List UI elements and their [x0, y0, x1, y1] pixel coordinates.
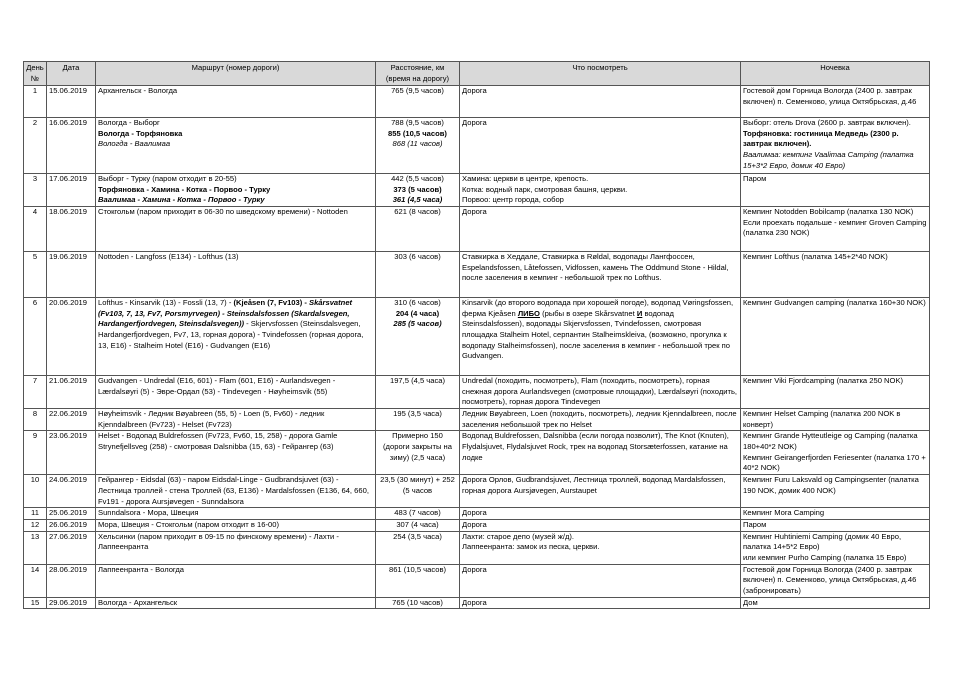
lodging-text: Кемпинг Helset Camping (палатка 200 NOK в конверт) [743, 409, 901, 429]
cell-date: 19.06.2019 [47, 252, 96, 298]
lodging-text: Выборг: отель Drova (2600 р. завтрак включен). [743, 118, 911, 128]
cell-route [96, 86, 376, 118]
lodging-text: Гостевой дом Горница Вологда (2400 р. завтрак включен) п. Семенково, улица Октябрьская, д.46 [743, 86, 917, 106]
cell-sights [460, 376, 741, 409]
cell-route [96, 519, 376, 531]
cell-sights [460, 298, 741, 376]
cell-distance [376, 475, 460, 508]
distance-text: 195 (3,5 часа) [393, 409, 442, 419]
sights-text: Дорога [462, 86, 487, 96]
distance-text: 483 (7 часов) [394, 508, 441, 518]
sights-text: Дорога [462, 207, 487, 217]
cell-distance [376, 118, 460, 174]
route-text: - Skjervsfossen (Steinsdalsvegen, Hardangerfjordvegen, Fv7, 13, горная дорога) - Tvindefossen (горная дорога, 13, E16) - Stalheim Hotel (E16) - Gudvangen (E16) [98, 319, 364, 350]
table-row [24, 475, 930, 508]
sights-text: водопад Steinsdalsfossen), водопады Skjervsfossen, Tvindefossen, смотровая площадка Stalheim Hotel, серпантин Stalheimskleiva, (возможно, прогулка к водопаду Stalheimsfossen), после заселения в кемпинг - небольшой трек по Gudvangen. [462, 308, 731, 361]
sights-text: Дорога [462, 508, 487, 518]
lodging-text: Кемпинг Lofthus (палатка 145+2*40 NOK) [743, 252, 888, 262]
cell-distance [376, 409, 460, 431]
cell-sights [460, 564, 741, 597]
cell-distance [376, 519, 460, 531]
header-distance: Расстояние, км (время на дорогу) [376, 62, 460, 86]
cell-route [96, 531, 376, 564]
cell-date: 18.06.2019 [47, 207, 96, 252]
distance-text: 621 (8 часов) [394, 207, 441, 217]
cell-date: 23.06.2019 [47, 431, 96, 475]
cell-lodging [741, 252, 930, 298]
cell-lodging [741, 409, 930, 431]
cell-sights [460, 531, 741, 564]
table-row [24, 564, 930, 597]
cell-sights [460, 597, 741, 609]
header-day: День № [24, 62, 47, 86]
route-text: Вологда - Ваалимаа [98, 139, 171, 149]
cell-lodging [741, 86, 930, 118]
cell-lodging [741, 531, 930, 564]
cell-lodging [741, 475, 930, 508]
lodging-text: Если проехать подальше - кемпинг Groven Camping (палатка 230 NOK) [743, 217, 927, 238]
cell-day: 14 [24, 564, 47, 597]
lodging-text: Кемпинг Geirangerfjorden Feriesenter (палатка 170 + 40*2 NOK) [743, 452, 926, 473]
lodging-text: Кемпинг Huhtiniemi Camping (домик 40 Евро, палатка 14+5*2 Евро) [743, 531, 902, 552]
lodging-text: Торфяновка: гостиница Медведь (2300 р. завтрак включен). [743, 128, 899, 149]
cell-route [96, 508, 376, 520]
cell-date: 29.06.2019 [47, 597, 96, 609]
cell-sights [460, 252, 741, 298]
cell-distance [376, 508, 460, 520]
header-row [24, 62, 930, 86]
sights-text: Водопад Buldrefossen, Dalsnibba (если погода позволит), The Knot (Knuten), Flydalsjuvet, Flydalsjuvet Rock, трек на водопад Storsæterfossen, катание на лодке [462, 431, 729, 462]
route-text: Хельсинки (паром приходит в 09-15 по финскому времени) - Лахти - Лаппеенранта [98, 531, 339, 552]
cell-day: 9 [24, 431, 47, 475]
route-text: Gudvangen - Undredal (E16, 601) - Flam (601, E16) - Aurlandsvegen - Lærdalsøyri (5) - Эвре-Ордал (53) - Tindevegen - Høyheimsvik (55) [98, 376, 336, 396]
cell-sights [460, 475, 741, 508]
sights-text: Ставкирка в Хеддале, Ставкирка в Røldal, водопады Лангфоссен, Espelandsfossen, Låtefossen, Vidfossen, камень The Oddmund Stone - Hildal, после заселения в кемпинг - небольшой трек по Lofthus. [462, 252, 729, 283]
table-row [24, 86, 930, 118]
table-row [24, 519, 930, 531]
cell-sights [460, 508, 741, 520]
lodging-text: Кемпинг Furu Laksvald og Campingsenter (палатка 190 NOK, домик 400 NOK) [743, 475, 919, 495]
cell-distance [376, 564, 460, 597]
distance-text: 197,5 (4,5 часа) [389, 376, 446, 386]
cell-lodging [741, 174, 930, 207]
cell-day: 5 [24, 252, 47, 298]
route-text: Торфяновка - Хамина - Котка - Порвоо - Турку [98, 184, 271, 194]
route-text: Вологда - Архангельск [98, 597, 178, 607]
distance-text: 204 (4 часа) [395, 308, 440, 318]
cell-date: 21.06.2019 [47, 376, 96, 409]
header-lodging: Ночевка [741, 62, 930, 86]
cell-distance [376, 298, 460, 376]
route-text: Выборг - Турку (паром отходит в 20-55) [98, 174, 237, 184]
cell-sights [460, 174, 741, 207]
distance-text: 788 (9,5 часов) [391, 118, 444, 128]
route-text: Гейрангер - Eidsdal (63) - паром Eidsdal-Linge - Gudbrandsjuvet (63) - Лестница троллей - стена Троллей (63, E136) - Mardalsfossen (E136, 64, 660, Fv191 - дорога Aursjøvegen - Sunndalsora [98, 475, 369, 506]
sights-text: Дорога Орлов, Gudbrandsjuvet, Лестница троллей, водопад Mardalsfossen, горная дорога Aursjøvegen, Aurstaupet [462, 475, 726, 495]
sights-text: Дорога [462, 519, 487, 529]
header-date: Дата [47, 62, 96, 86]
distance-text: 765 (10 часов) [392, 597, 443, 607]
cell-distance [376, 86, 460, 118]
sights-text: (рыбы в озере Skårsvatnet [539, 308, 637, 318]
cell-distance [376, 252, 460, 298]
cell-date: 25.06.2019 [47, 508, 96, 520]
cell-date: 24.06.2019 [47, 475, 96, 508]
cell-route [96, 174, 376, 207]
distance-text: 307 (4 часа) [396, 519, 439, 529]
cell-route [96, 431, 376, 475]
cell-distance [376, 597, 460, 609]
lodging-text: Кемпинг Mora Camping [743, 508, 825, 518]
cell-route [96, 118, 376, 174]
distance-text: 361 (4,5 часа) [392, 195, 443, 205]
distance-text: 373 (5 часов) [393, 184, 442, 194]
table-row [24, 597, 930, 609]
cell-sights [460, 409, 741, 431]
route-text: Ваалимаа - Хамина - Котка - Порвоо - Турку [98, 195, 265, 205]
route-text: Nottoden - Langfoss (E134) - Lofthus (13) [98, 252, 239, 262]
cell-day: 6 [24, 298, 47, 376]
table-row [24, 207, 930, 252]
cell-distance [376, 531, 460, 564]
cell-lodging [741, 118, 930, 174]
sights-text: Котка: водный парк, смотровая башня, церкви. [462, 184, 628, 194]
cell-lodging [741, 519, 930, 531]
distance-text: 23,5 (30 минут) + 252 (5 часов [380, 475, 455, 495]
table-body [24, 86, 930, 609]
table-row [24, 409, 930, 431]
table-row [24, 431, 930, 475]
distance-text: 442 (5,5 часов) [391, 174, 444, 184]
table-row [24, 376, 930, 409]
cell-day: 8 [24, 409, 47, 431]
cell-sights [460, 519, 741, 531]
distance-text: 254 (3,5 часа) [393, 531, 442, 541]
lodging-text: Кемпинг Grande Hytteutleige og Camping (палатка 180+40*2 NOK) [743, 431, 918, 451]
table-row [24, 531, 930, 564]
cell-distance [376, 376, 460, 409]
header-sights: Что посмотреть [460, 62, 741, 86]
route-text: Helset - Водопад Buldrefossen (Fv723, Fv60, 15, 258) - дорога Gamle Strynefjellsveg (258) - смотровая Dalsnibba (15, 63) - Гейрангер (63) [98, 431, 338, 451]
cell-lodging [741, 431, 930, 475]
route-text: Лаппеенранта - Вологда [98, 564, 185, 574]
cell-lodging [741, 508, 930, 520]
cell-day: 12 [24, 519, 47, 531]
sights-text: Дорога [462, 597, 487, 607]
lodging-text: Паром [743, 519, 767, 529]
lodging-text: Кемпинг Gudvangen camping (палатка 160+30 NOK) [743, 298, 926, 308]
cell-distance [376, 174, 460, 207]
distance-text: 310 (6 часов) [394, 298, 441, 308]
sights-text: Хамина: церкви в центре, крепость. [462, 174, 589, 184]
route-text: Lofthus - Kinsarvik (13) - Fossli (13, 7) - [98, 298, 234, 308]
cell-day: 4 [24, 207, 47, 252]
lodging-text: Ваалимаа: кемпинг Vaalimaa Camping (палатка 15+3*2 Евро, домик 40 Евро) [743, 149, 914, 170]
route-text: Архангельск - Вологда [98, 86, 178, 96]
table-row [24, 508, 930, 520]
lodging-text: Гостевой дом Горница Вологда (2400 р. завтрак включен) п. Семенково, улица Октябрьская, д.46 (забронировать) [743, 564, 917, 595]
cell-sights [460, 86, 741, 118]
route-text: Вологда - Выборг [98, 118, 160, 128]
cell-route [96, 564, 376, 597]
cell-date: 28.06.2019 [47, 564, 96, 597]
cell-date: 26.06.2019 [47, 519, 96, 531]
cell-distance [376, 207, 460, 252]
cell-lodging [741, 298, 930, 376]
lodging-text: Паром [743, 174, 767, 184]
sights-text: Лахти: старое депо (музей ж/д). [462, 531, 575, 541]
lodging-text: Кемпинг Notodden Bobilcamp (палатка 130 NOK) [743, 207, 914, 217]
sights-text: Дорога [462, 564, 487, 574]
cell-day: 10 [24, 475, 47, 508]
cell-sights [460, 118, 741, 174]
sights-text: Порвоо: центр города, собор [462, 195, 564, 205]
cell-route [96, 207, 376, 252]
sights-text: Kinsarvik (до второго водопада при хорошей погоде), водопад Vøringsfossen, ферма Kjeåsen [462, 298, 734, 318]
header-route: Маршрут (номер дороги) [96, 62, 376, 86]
distance-text: 861 (10,5 часов) [388, 564, 447, 574]
route-text: (Kjeåsen (7, Fv103) - [233, 298, 310, 308]
route-text: Мора, Швеция - Стокгольм (паром отходит в 16-00) [98, 519, 279, 529]
cell-date: 22.06.2019 [47, 409, 96, 431]
route-text: Sunndalsora - Мора, Швеция [98, 508, 199, 518]
cell-day: 2 [24, 118, 47, 174]
route-text: Стокгольм (паром приходит в 06-30 по шведскому времени) - Nottoden [98, 207, 348, 217]
cell-route [96, 409, 376, 431]
lodging-text: или кемпинг Purho Camping (палатка 15 Евро) [743, 552, 907, 562]
distance-text: 765 (9,5 часов) [391, 86, 444, 96]
cell-day: 1 [24, 86, 47, 118]
cell-date: 16.06.2019 [47, 118, 96, 174]
cell-lodging [741, 207, 930, 252]
cell-sights [460, 431, 741, 475]
cell-date: 27.06.2019 [47, 531, 96, 564]
route-text: Вологда - Торфяновка [98, 128, 183, 138]
cell-route [96, 597, 376, 609]
distance-text: 868 (11 часов) [392, 139, 443, 149]
cell-route [96, 376, 376, 409]
cell-day: 11 [24, 508, 47, 520]
cell-date: 20.06.2019 [47, 298, 96, 376]
itinerary-table [23, 61, 930, 609]
cell-day: 13 [24, 531, 47, 564]
cell-day: 7 [24, 376, 47, 409]
sights-text: Дорога [462, 118, 487, 128]
table-row [24, 174, 930, 207]
cell-route [96, 252, 376, 298]
sights-text: Undredal (походить, посмотреть), Flam (походить, посмотреть), горная снежная дорога Aurlandsvegen (смотровые площадки), Lærdalsøyri (походить, посмотреть), горная дорога Tindevegen [462, 376, 738, 407]
cell-route [96, 475, 376, 508]
route-text: Skårsvatnet (Fv103, 7, 13, Fv7, Porsmyrvegen) - Steinsdalsfossen (Skardalsvegen, Hardangerfjordvegen, Steinsdalsvegen)) [98, 298, 353, 329]
lodging-text: Дом [743, 597, 758, 607]
table-row [24, 118, 930, 174]
sights-text: И [636, 308, 643, 318]
distance-text: 303 (6 часов) [394, 252, 441, 262]
cell-day: 15 [24, 597, 47, 609]
cell-day: 3 [24, 174, 47, 207]
cell-route [96, 298, 376, 376]
table-row [24, 298, 930, 376]
cell-date: 17.06.2019 [47, 174, 96, 207]
distance-text: Примерно 150 (дороги закрыты на зиму) (2,5 часа) [383, 431, 452, 462]
cell-lodging [741, 376, 930, 409]
cell-distance [376, 431, 460, 475]
sights-text: Ледник Bøyabreen, Loen (походить, посмотреть), ледник Kjenndalbreen, после заселения небольшой трек по Helset [462, 409, 737, 429]
sights-text: Лаппеенранта: замок из песка, церкви. [462, 542, 600, 552]
route-text: Høyheimsvik - Ледник Bøyabreen (55, 5) - Loen (5, Fv60) - ледник Kjenndalbreen (Fv723) - Helset (Fv723) [98, 409, 325, 429]
cell-lodging [741, 597, 930, 609]
lodging-text: Кемпинг Viki Fjordcamping (палатка 250 NOK) [743, 376, 904, 386]
table-row [24, 252, 930, 298]
cell-sights [460, 207, 741, 252]
distance-text: 285 (5 часов) [393, 319, 442, 329]
distance-text: 855 (10,5 часов) [388, 128, 447, 138]
sights-text: ЛИБО [517, 308, 540, 318]
cell-date: 15.06.2019 [47, 86, 96, 118]
cell-lodging [741, 564, 930, 597]
